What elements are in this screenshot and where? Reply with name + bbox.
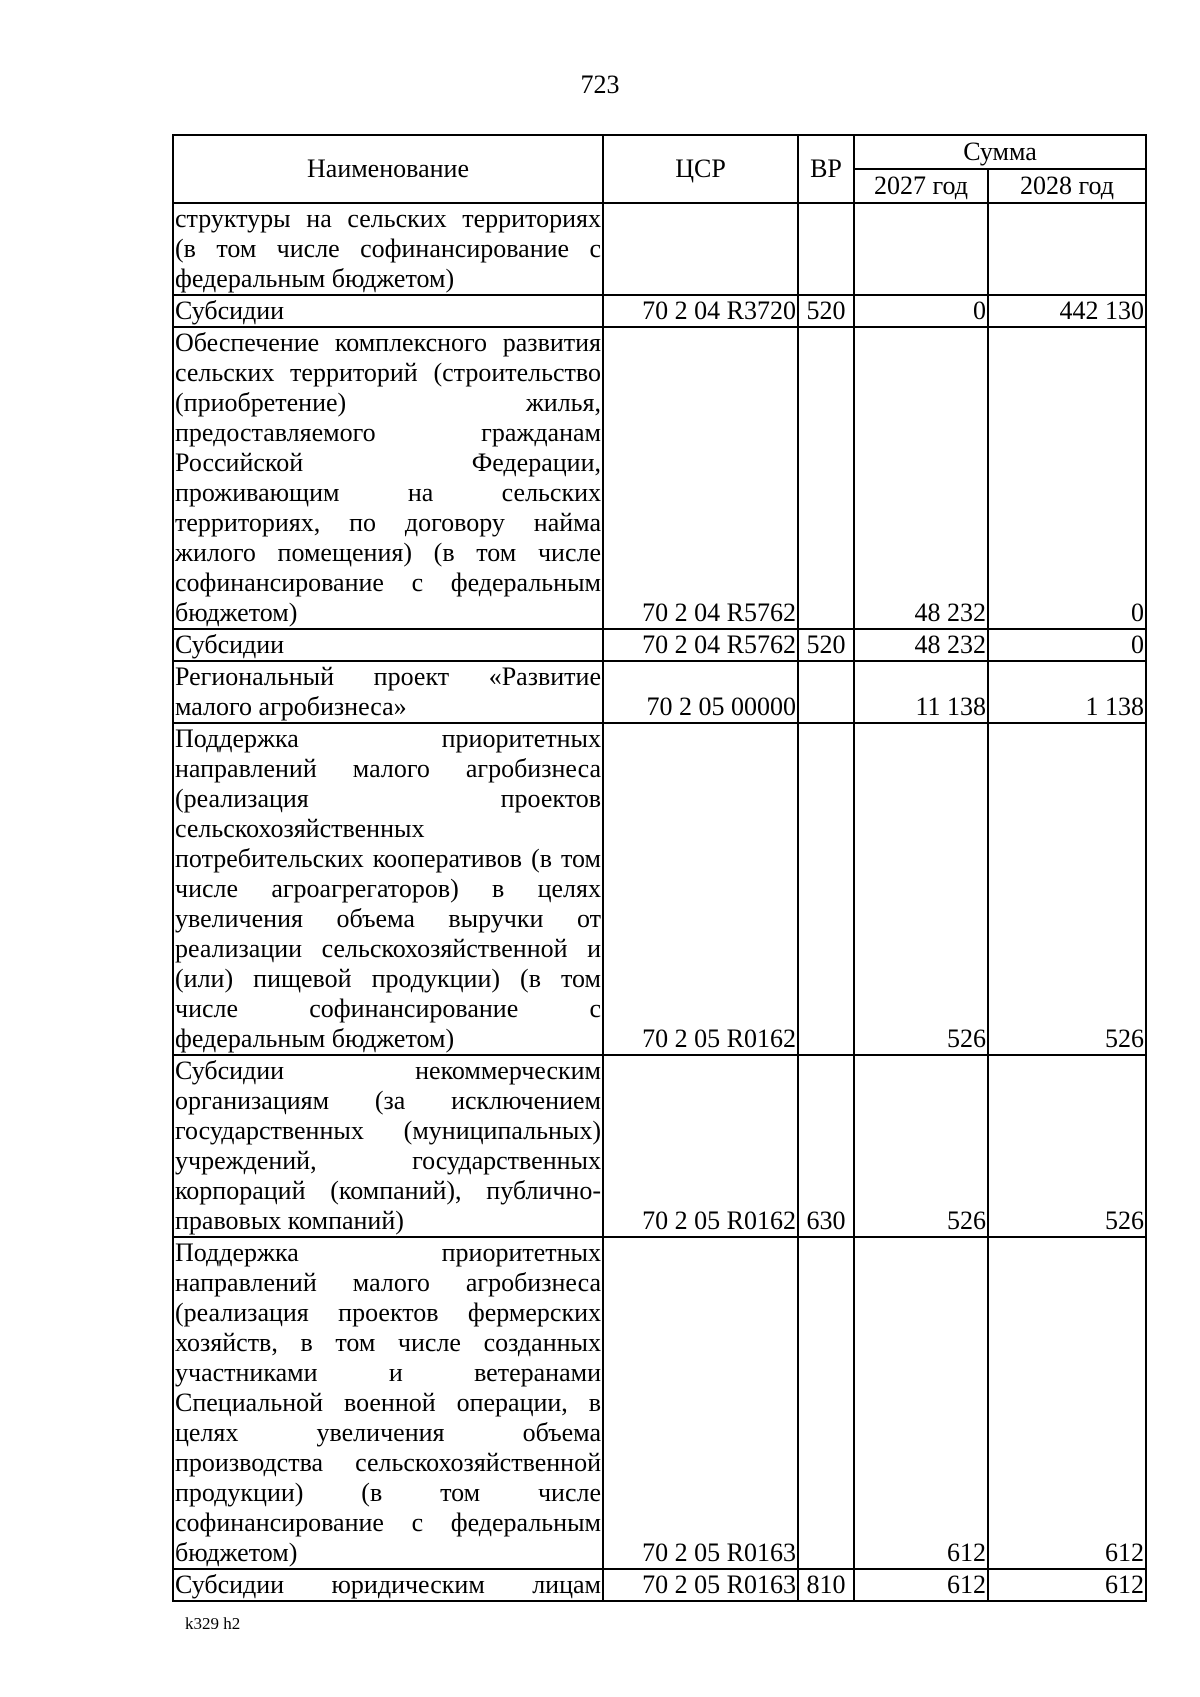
table-row [173,327,1146,629]
row-sum-2027: 11 138 [854,661,988,723]
row-vr [798,327,854,629]
row-vr: 520 [798,295,854,327]
header-year-2027: 2027 год [854,169,988,203]
row-csr: 70 2 04 R5762 [603,629,798,661]
row-sum-2028: 0 [988,327,1146,629]
row-sum-2028: 526 [988,723,1146,1055]
row-sum-2028: 612 [988,1237,1146,1569]
row-name: Субсидии [173,629,603,661]
row-csr: 70 2 05 R0162 [603,1055,798,1237]
row-name: Поддержка приоритетных направлений малого агробизнеса (реализация проектов фермерских хозяйств, в том числе созданных участниками и ветеранами Специальной военной операции, в целях увеличения объема производства сельскохозяйственной продукции) (в том числе софинансирование с федеральным бюджетом) [175,1238,601,1567]
table-row [173,295,1146,327]
header-csr: ЦСР [603,135,798,203]
header-year-2028: 2028 год [988,169,1146,203]
table-row [173,1055,1146,1237]
table-row [173,1237,1146,1569]
table-row [173,203,1146,295]
row-vr: 810 [798,1569,854,1601]
row-name: Субсидии юридическим лицам [175,1570,601,1599]
header-vr: ВР [798,135,854,203]
page-number: 723 [580,70,620,99]
table-row [173,1569,1146,1601]
row-csr: 70 2 05 R0162 [603,723,798,1055]
row-csr: 70 2 05 R0163 [603,1237,798,1569]
row-name: структуры на сельских территориях (в том числе софинансирование с федеральным бюджетом) [175,204,601,293]
document-code: k329 h2 [185,1614,241,1633]
row-sum-2027: 612 [854,1569,988,1601]
row-sum-2027: 48 232 [854,327,988,629]
row-sum-2027 [854,203,988,295]
row-vr [798,1237,854,1569]
row-sum-2027: 48 232 [854,629,988,661]
row-sum-2027: 612 [854,1237,988,1569]
table-row [173,661,1146,723]
row-name: Обеспечение комплексного развития сельских территорий (строительство (приобретение) жилья, предоставляемого гражданам Российской Федерации, проживающим на сельских территориях, по договору найма жилого помещения) (в том числе софинансирование с федеральным бюджетом) [175,328,601,627]
row-vr [798,723,854,1055]
row-csr [603,203,798,295]
row-sum-2028: 0 [988,629,1146,661]
row-vr: 630 [798,1055,854,1237]
row-csr: 70 2 04 R3720 [603,295,798,327]
header-name: Наименование [173,135,603,203]
row-vr: 520 [798,629,854,661]
table-row [173,723,1146,1055]
row-vr [798,661,854,723]
row-name: Субсидии некоммерческим организациям (за исключением государственных (муниципальных) учреждений, государственных корпораций (компаний), публично-правовых компаний) [175,1056,601,1235]
header-sum: Сумма [854,135,1146,169]
row-sum-2028: 1 138 [988,661,1146,723]
row-csr: 70 2 05 R0163 [603,1569,798,1601]
row-sum-2027: 526 [854,723,988,1055]
row-name: Поддержка приоритетных направлений малого агробизнеса (реализация проектов сельскохозяйственных потребительских кооперативов (в том числе агроагрегаторов) в целях увеличения объема выручки от реализации сельскохозяйственной и (или) пищевой продукции) (в том числе софинансирование с федеральным бюджетом) [175,724,601,1053]
row-sum-2028: 442 130 [988,295,1146,327]
row-sum-2028 [988,203,1146,295]
row-csr: 70 2 04 R5762 [603,327,798,629]
row-csr: 70 2 05 00000 [603,661,798,723]
table-row [173,629,1146,661]
row-sum-2027: 0 [854,295,988,327]
budget-table [172,134,1147,1602]
row-name: Субсидии [173,295,603,327]
row-sum-2028: 612 [988,1569,1146,1601]
row-sum-2028: 526 [988,1055,1146,1237]
row-name: Региональный проект «Развитие малого агробизнеса» [175,662,601,721]
row-vr [798,203,854,295]
row-sum-2027: 526 [854,1055,988,1237]
